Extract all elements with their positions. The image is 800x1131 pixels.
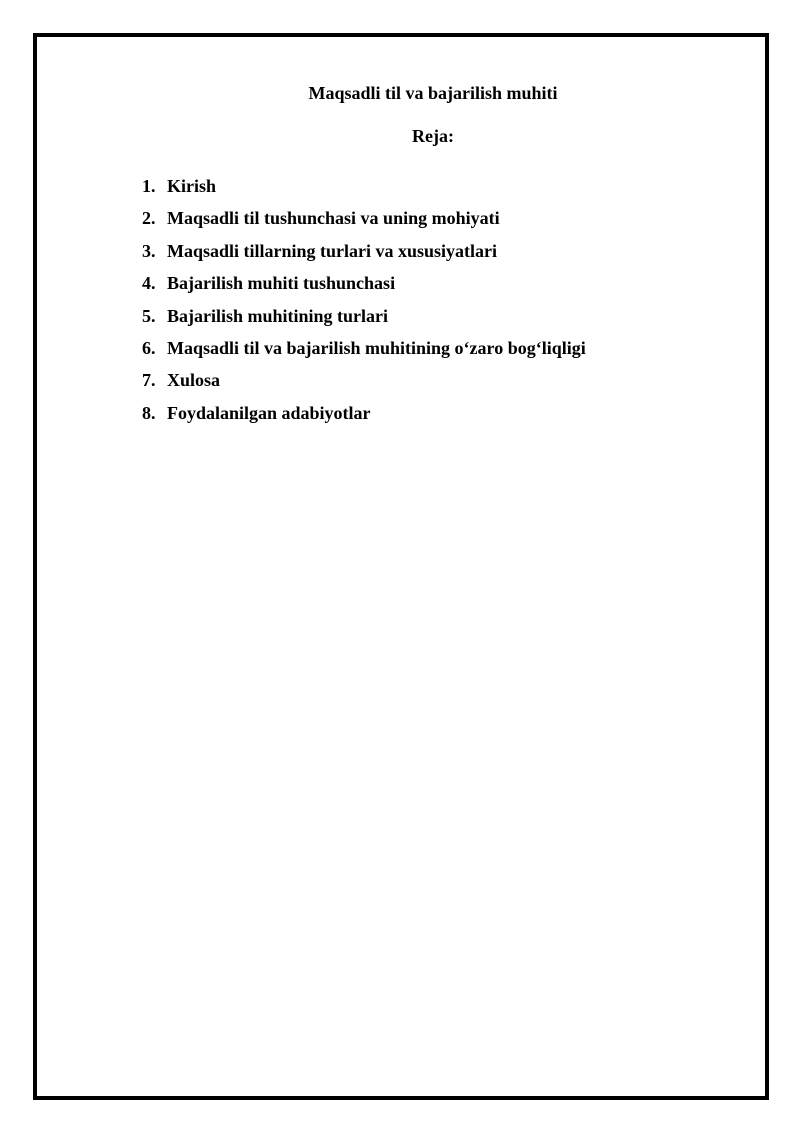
plan-item-8: [142, 402, 586, 434]
plan-item-5: [142, 305, 586, 337]
plan-item-number: 6.: [142, 337, 156, 358]
plan-item-3: [142, 240, 586, 272]
plan-item-4: [142, 272, 586, 304]
plan-item-text: Bajarilish muhiti tushunchasi: [167, 273, 396, 294]
plan-item-text: Foydalanilgan adabiyotlar: [167, 402, 371, 423]
plan-item-text: Maqsadli tillarning turlari va xususiyatlari: [167, 240, 498, 261]
plan-item-6: [142, 337, 586, 369]
plan-item-number: 8.: [142, 402, 156, 423]
plan-item-text: Maqsadli til va bajarilish muhitining o‘zaro bog‘liqligi: [167, 337, 586, 358]
plan-item-1: [142, 175, 586, 207]
plan-item-number: 3.: [142, 240, 156, 261]
plan-item-number: 4.: [142, 273, 156, 294]
plan-item-text: Maqsadli til tushunchasi va uning mohiyati: [167, 208, 500, 229]
plan-item-text: Bajarilish muhitining turlari: [167, 305, 389, 326]
plan-list: [142, 175, 586, 434]
plan-heading: Reja:: [412, 126, 454, 146]
page-border-frame: [33, 33, 769, 1100]
plan-item-2: [142, 207, 586, 239]
plan-item-text: Xulosa: [167, 370, 221, 391]
plan-item-number: 5.: [142, 305, 156, 326]
plan-item-number: 2.: [142, 208, 156, 229]
plan-item-7: [142, 369, 586, 401]
plan-item-number: 7.: [142, 370, 156, 391]
plan-item-text: Kirish: [167, 176, 217, 196]
plan-item-number: 1.: [142, 176, 156, 196]
document-title: Maqsadli til va bajarilish muhiti: [308, 83, 558, 103]
